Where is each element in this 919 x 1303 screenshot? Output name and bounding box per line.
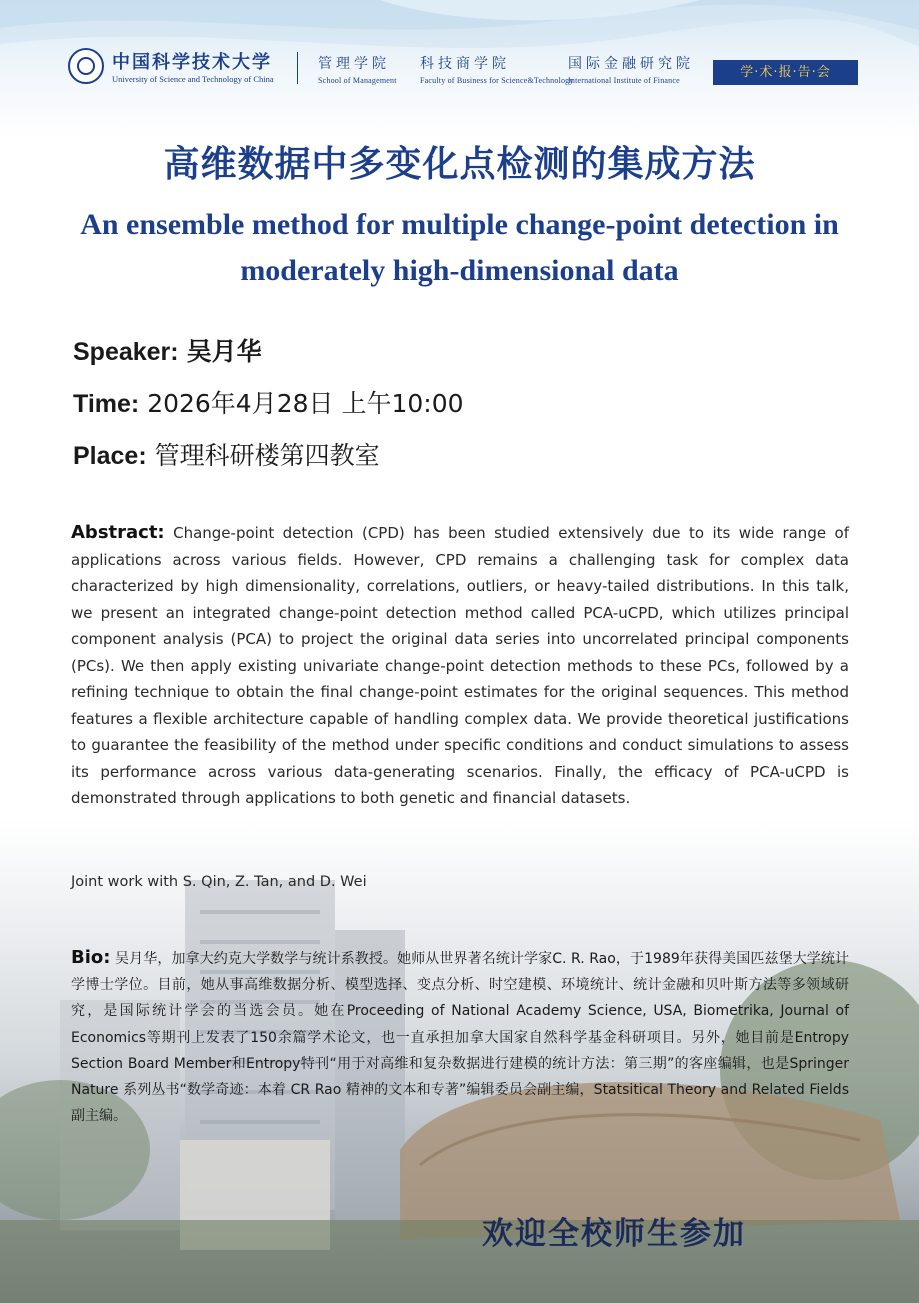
department-business-science-technology: [420, 56, 574, 85]
department-name-en: Faculty of Business for Science&Technology: [420, 76, 574, 85]
time-line: [73, 384, 464, 420]
talk-title-cn: 高维数据中多变化点检测的集成方法: [163, 143, 756, 185]
time-label: Time:: [73, 390, 140, 418]
time-value: 2026年4月28日 上午10:00: [147, 389, 464, 418]
welcome-message: 欢迎全校师生参加: [482, 1216, 746, 1252]
bio-paragraph: [71, 945, 849, 1129]
department-school-of-management: [318, 56, 397, 85]
department-name-en: International Institute of Finance: [568, 76, 680, 85]
header-bar: [68, 46, 858, 90]
department-name-cn: 管理学院: [318, 56, 390, 72]
department-institute-of-finance: [568, 56, 694, 85]
abstract-text: Change-point detection (CPD) has been studied extensively due to its wide range of applications across various fields. However, CPD remains a challenging task for complex data characterized by high dimensionality, correlations, outliers, or heavy-tailed distributions. In this talk, we present an integrated change-point detection method called PCA-uCPD, which utilizes principal component analysis (PCA) to project the original data series into uncorrelated principal components (PCs). We then apply existing univariate change-point detection methods to these PCs, followed by a refining technique to obtain the final change-point estimates for the original sequences. This method features a flexible architecture capable of handling complex data. We provide theoretical justifications to guarantee the feasibility of the method under specific conditions and conduct simulations to assess its performance across various data-generating scenarios. Finally, the efficacy of PCA-uCPD is demonstrated through applications to both genetic and financial datasets.: [71, 524, 849, 807]
speaker-name: 吴月华: [186, 337, 262, 366]
university-name-en: University of Science and Technology of China: [112, 74, 274, 84]
academic-report-badge: 学·术·报·告·会: [713, 60, 858, 85]
abstract-label: Abstract:: [71, 522, 165, 543]
bio-label: Bio:: [71, 947, 111, 968]
joint-work-note: Joint work with S. Qin, Z. Tan, and D. Wei: [71, 874, 367, 890]
abstract-paragraph: [71, 520, 849, 812]
bio-text: 吴月华，加拿大约克大学数学与统计系教授。她师从世界著名统计学家C. R. Rao，于1989年获得美国匹兹堡大学统计学博士学位。目前，她从事高维数据分析、模型选择、变点分析、时空建模、环境统计、统计金融和贝叶斯方法等多领域研究，是国际统计学会的当选会员。她在Proceeding of National Academy Science, USA, Biometrika, Journal of Economics等期刊上发表了150余篇学术论文，也一直承担加拿大国家自然科学基金科研项目。另外，她目前是Entropy Section Board Member和Entropy特刊“用于对高维和复杂数据进行建模的统计方法：第三期”的客座编辑，也是Springer Nature 系列丛书“数学奇迹：本着 CR Rao 精神的文本和专著”编辑委员会副主编，Statsitical Theory and Related Fields 副主编。: [71, 951, 850, 1125]
place-line: [73, 436, 380, 472]
department-name-cn: 科技商学院: [420, 56, 510, 72]
speaker-line: [73, 332, 262, 368]
talk-title-en: An ensemble method for multiple change-point detection in moderately high-dimensional data: [80, 208, 839, 287]
department-name-cn: 国际金融研究院: [568, 56, 694, 72]
speaker-label: Speaker:: [73, 338, 179, 366]
department-name-en: School of Management: [318, 76, 397, 85]
place-label: Place:: [73, 442, 147, 470]
university-name-cn: 中国科学技术大学: [112, 52, 272, 73]
university-emblem-icon: [68, 48, 104, 84]
place-value: 管理科研楼第四教室: [154, 441, 380, 470]
header-divider: [297, 52, 298, 84]
